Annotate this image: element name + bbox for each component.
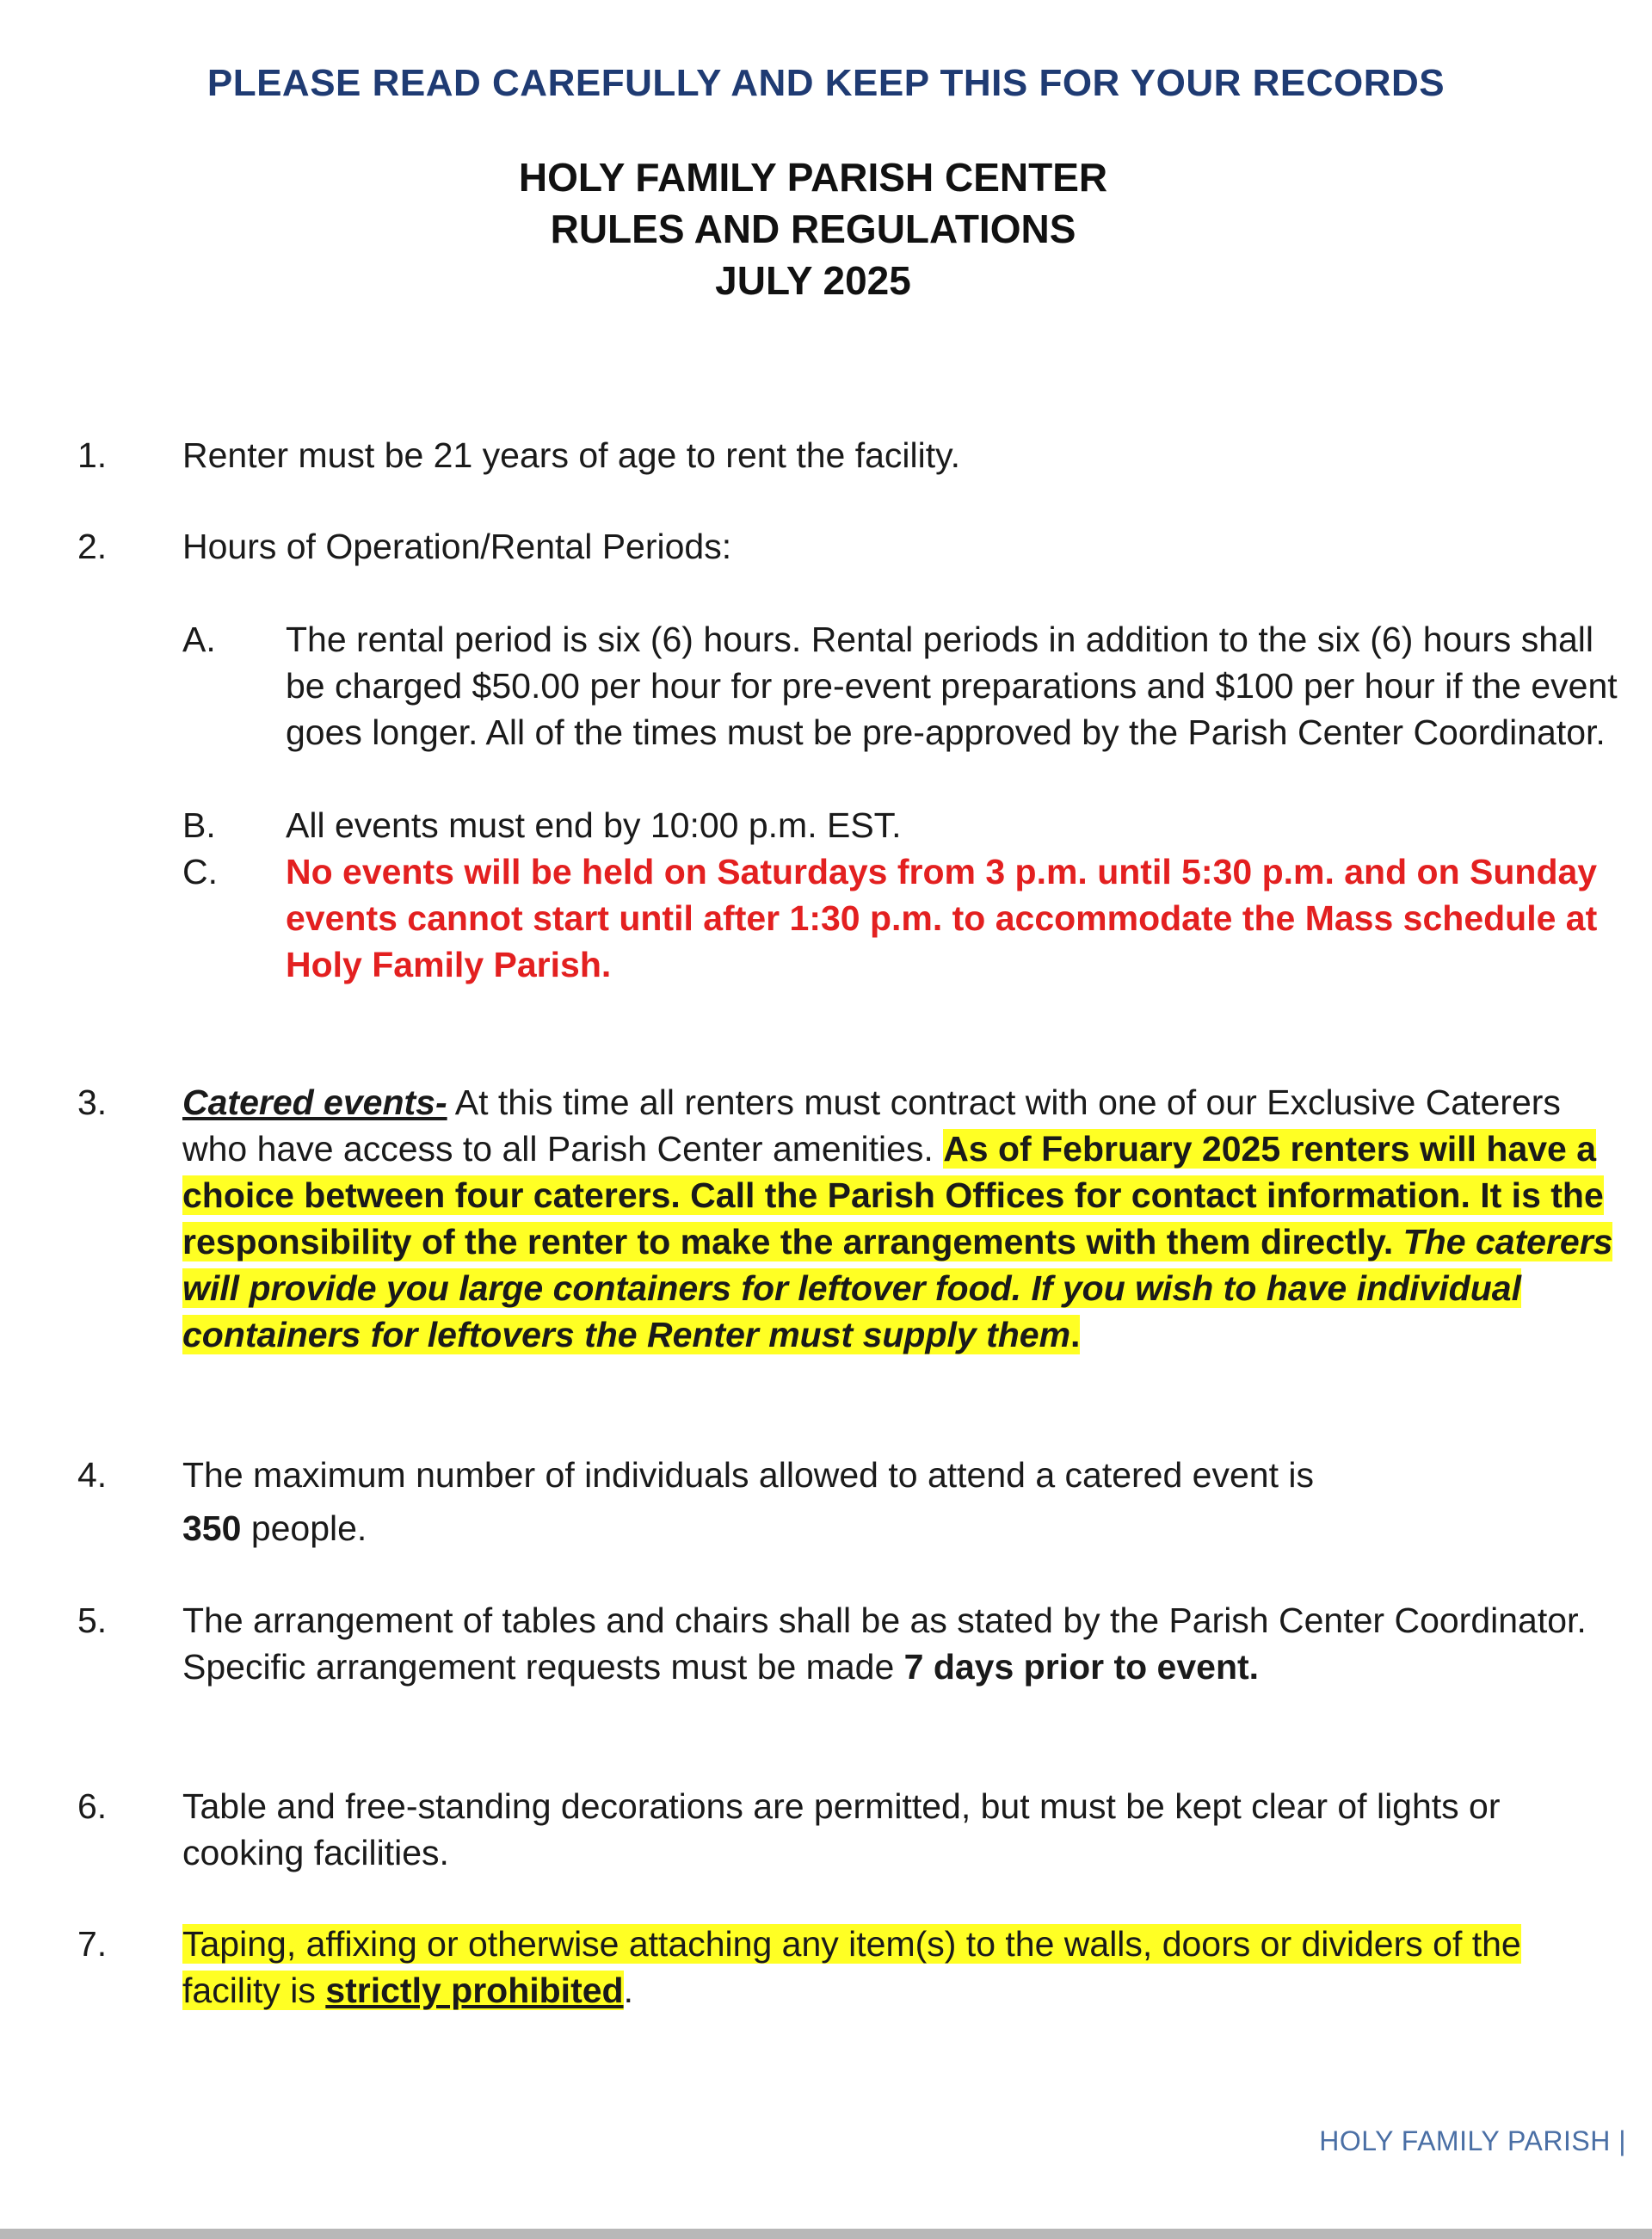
title-line-3: JULY 2025 [715,258,911,303]
rule-text [182,1921,1628,2014]
sub-letter: C. [182,852,218,891]
rule-text [182,1079,1628,1358]
caterer-choice-highlight: As of February 2025 renters will have a choice between four caterers. Call the Parish Offices for contact information. It is the responsibility of the renter to make the arrangements with them directly. [182,1129,1604,1261]
sub-letter: B. [182,805,216,845]
prohibited-emphasis: strictly prohibited [325,1971,624,2010]
mass-schedule-warning: No events will be held on Saturdays from 3 p.m. until 5:30 p.m. and on Sunday events cannot start until after 1:30 p.m. to accommodate the Mass schedule at Holy Family Parish. [286,852,1598,984]
rule-text: Renter must be 21 years of age to rent the facility. [182,435,960,475]
rule-number: 2. [77,527,108,566]
document-title [0,151,1626,306]
max-attendance-text: The maximum number of individuals allowed to attend a catered event is [182,1455,1314,1495]
rule-text [182,1597,1628,1690]
rule-number: 4. [77,1455,108,1495]
caterer-intro-text: At this time all renters must contract with one of our Exclusive Caterers who have access to all Parish Center amenities. [182,1082,1561,1169]
rule-number: 7. [77,1924,108,1964]
sub-text: The rental period is six (6) hours. Rental periods in addition to the six (6) hours shall be charged $50.00 per hour for pre-event preparations and $100 per hour if the event goes longer. All of the times must be pre-approved by the Parish Center Coordinator. [286,620,1618,752]
catered-events-lead: Catered events- [182,1082,447,1122]
rule-number: 1. [77,435,108,475]
records-notice: PLEASE READ CAREFULLY AND KEEP THIS FOR YOUR RECORDS [206,62,1446,104]
rule-text [182,1448,1628,1555]
rule-7-period: . [623,1971,633,2010]
rule-text: Table and free-standing decorations are permitted, but must be kept clear of lights or cooking facilities. [182,1786,1501,1872]
sub-letter: A. [182,620,216,659]
rule-number: 6. [77,1786,108,1826]
page-bottom-edge [0,2229,1652,2239]
page-footer: HOLY FAMILY PARISH | [1319,2125,1626,2156]
taping-rule-text: Taping, affixing or otherwise attaching any item(s) to the walls, doors or dividers of the facility is [182,1924,1521,2010]
sub-text: All events must end by 10:00 p.m. EST. [286,805,902,845]
max-attendance-number: 350 [182,1508,242,1548]
arrangement-text: The arrangement of tables and chairs shall be as stated by the Parish Center Coordinator. Specific arrangement requests must be made [182,1601,1587,1687]
request-deadline: 7 days prior to event. [903,1647,1260,1687]
people-text: people. [241,1508,367,1548]
leftover-containers-highlight: The caterers will provide you large containers for leftover food. If you wish to have individual containers for leftovers the Renter must supply them [182,1222,1613,1354]
title-line-1: HOLY FAMILY PARISH CENTER [518,155,1108,200]
highlight-period: . [1070,1315,1081,1354]
rule-text: Hours of Operation/Rental Periods: [182,527,732,566]
rule-number: 5. [77,1601,108,1640]
title-line-2: RULES AND REGULATIONS [550,207,1076,251]
rule-number: 3. [77,1082,108,1122]
